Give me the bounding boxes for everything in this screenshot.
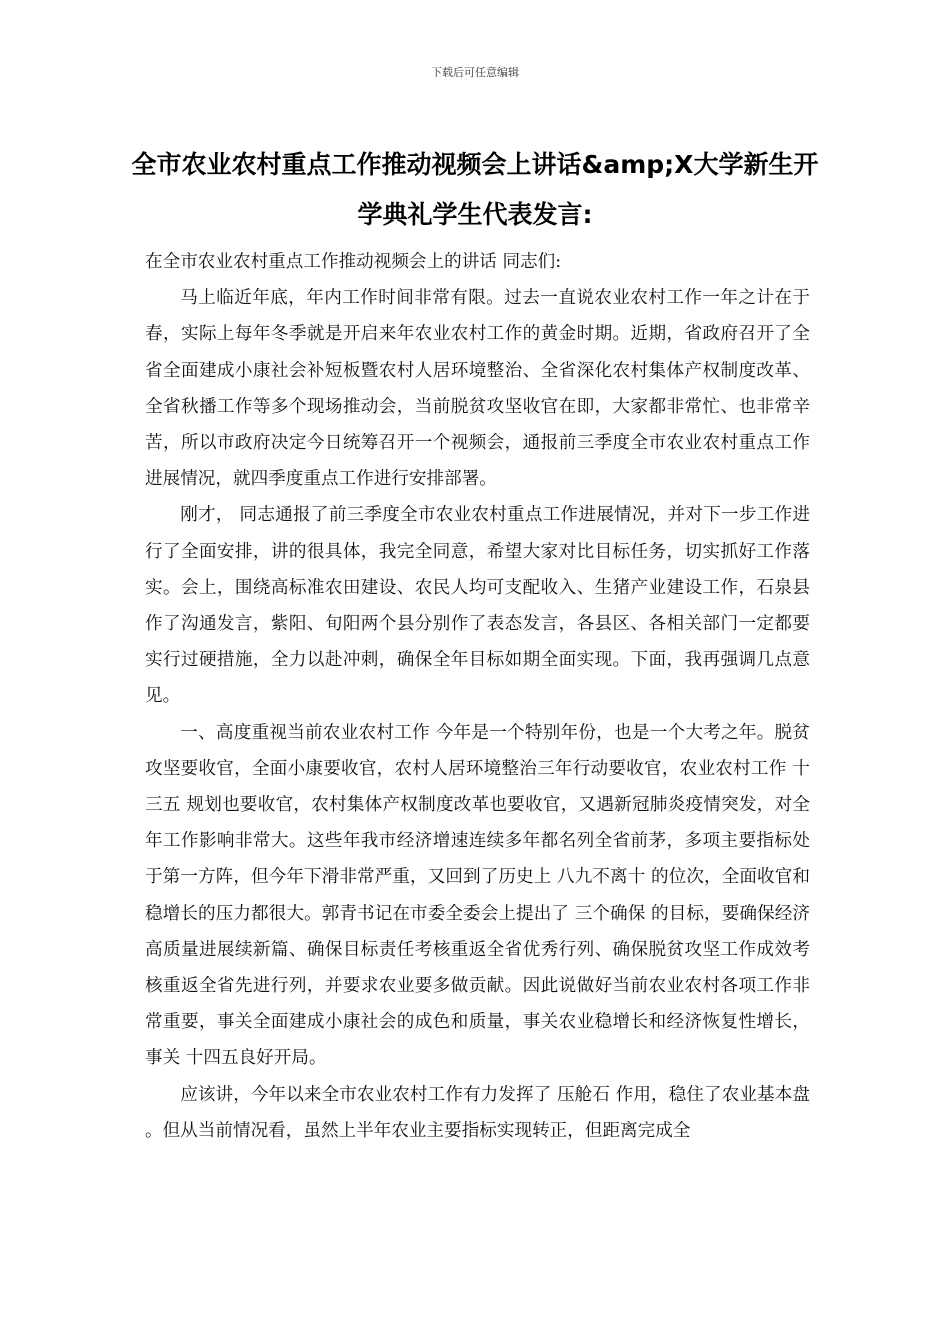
speech-opening: 在全市农业农村重点工作推动视频会上的讲话 同志们:	[145, 252, 562, 272]
document-title: 全市农业农村重点工作推动视频会上讲话&amp;X大学新生开学典礼学生代表发言:	[131, 150, 819, 229]
document-body	[145, 244, 810, 1149]
paragraph: 马上临近年底，年内工作时间非常有限。过去一直说农业农村工作一年之计在于春，实际上每年冬季就是开启来年农业农村工作的黄金时期。近期，省政府召开了全省全面建成小康社会补短板暨农村人居环境整治、全省深化农村集体产权制度改革、全省秋播工作等多个现场推动会，当前脱贫攻坚收官在即，大家都非常忙、也非常辛苦，所以市政府决定今日统筹召开一个视频会，通报前三季度全市农业农村重点工作进展情况，就四季度重点工作进行安排部署。	[145, 288, 810, 490]
paragraph: 一、高度重视当前农业农村工作 今年是一个特别年份，也是一个大考之年。脱贫攻坚要收官，全面小康要收官，农村人居环境整治三年行动要收官，农业农村工作 十三五 规划也要收官，农村集体产权制度改革也要收官，又遇新冠肺炎疫情突发，对全年工作影响非常大。这些年我市经济增速连续多年都名列全省前茅，多项主要指标处于第一方阵，但今年下滑非常严重，又回到了历史上 八九不离十 的位次，全面收官和稳增长的压力都很大。郭青书记在市委全委会上提出了 三个确保 的目标，要确保经济高质量进展续新篇、确保目标责任考核重返全省优秀行列、确保脱贫攻坚工作成效考核重返全省先进行列，并要求农业要多做贡献。因此说做好当前农业农村各项工作非常重要，事关全面建成小康社会的成色和质量，事关农业稳增长和经济恢复性增长，事关 十四五良好开局。	[145, 722, 810, 1069]
header-note: 下载后可任意编辑	[431, 66, 519, 79]
paragraph: 刚才， 同志通报了前三季度全市农业农村重点工作进展情况，并对下一步工作进行了全面安排，讲的很具体，我完全同意，希望大家对比目标任务，切实抓好工作落实。会上，围绕高标准农田建设、农民人均可支配收入、生猪产业建设工作，石泉县作了沟通发言，紫阳、旬阳两个县分别作了表态发言，各县区、各相关部门一定都要实行过硬措施，全力以赴冲刺，确保全年目标如期全面实现。下面，我再强调几点意见。	[145, 505, 810, 707]
paragraph: 应该讲，今年以来全市农业农村工作有力发挥了 压舱石 作用，稳住了农业基本盘 。但从当前情况看，虽然上半年农业主要指标实现转正，但距离完成全	[145, 1084, 810, 1141]
